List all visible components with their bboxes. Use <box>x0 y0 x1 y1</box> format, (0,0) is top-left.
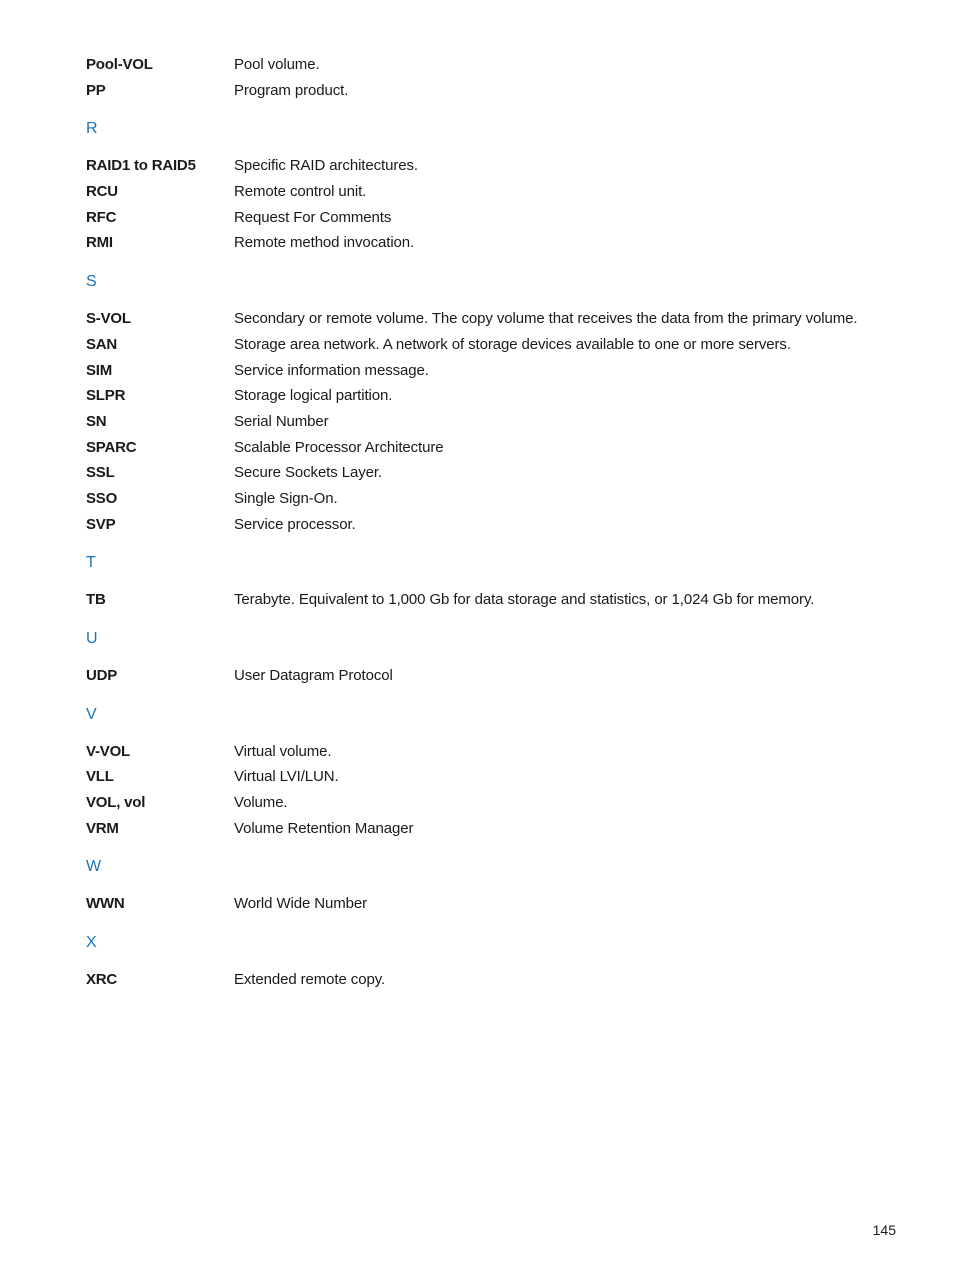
glossary-entry <box>86 153 906 179</box>
section-letter-heading: V <box>86 705 97 723</box>
glossary-definition: Volume. <box>234 794 288 812</box>
glossary-entry <box>86 967 906 993</box>
glossary-term: RFC <box>86 208 117 226</box>
glossary-definition: Virtual LVI/LUN. <box>234 768 339 786</box>
section-letter-heading: U <box>86 630 98 647</box>
glossary-entry <box>86 460 906 486</box>
glossary-definition: Secondary or remote volume. The copy volume that receives the data from the primary volume. <box>234 310 858 328</box>
glossary-entry <box>86 816 906 842</box>
glossary-term: WWN <box>86 895 125 913</box>
page-number: 145 <box>872 1222 896 1238</box>
glossary-entry <box>86 587 906 613</box>
glossary-term: SPARC <box>86 438 137 456</box>
glossary-entry <box>86 512 906 538</box>
glossary-term: SLPR <box>86 387 126 405</box>
glossary-term: SN <box>86 412 107 430</box>
glossary-term: Pool-VOL <box>86 56 153 73</box>
glossary-term: SSL <box>86 464 115 482</box>
glossary-definition: Pool volume. <box>234 56 320 73</box>
glossary-definition: Service information message. <box>234 361 429 379</box>
glossary-term: RAID1 to RAID5 <box>86 157 196 175</box>
glossary-definition: Specific RAID architectures. <box>234 157 418 175</box>
section-letter-heading: S <box>86 273 97 291</box>
glossary-definition: Scalable Processor Architecture <box>234 438 444 456</box>
glossary-entry <box>86 435 906 461</box>
glossary-term: V-VOL <box>86 742 131 760</box>
section-letter-heading: W <box>86 858 102 876</box>
glossary-entry <box>86 306 906 332</box>
glossary-term: RMI <box>86 234 113 252</box>
glossary-entry <box>86 663 906 689</box>
glossary-term: PP <box>86 81 106 99</box>
glossary-section-x <box>86 933 906 993</box>
glossary-entry <box>86 332 906 358</box>
section-letter-heading: T <box>86 554 96 572</box>
glossary-entry <box>86 409 906 435</box>
glossary-definition: Storage logical partition. <box>234 387 393 405</box>
glossary-term: UDP <box>86 667 118 684</box>
glossary-entry <box>86 52 906 78</box>
glossary-definition: Extended remote copy. <box>234 971 386 989</box>
glossary-section-w <box>86 857 906 917</box>
glossary-definition: Program product. <box>234 81 349 99</box>
section-letter-heading: R <box>86 120 98 138</box>
glossary-term: TB <box>86 591 106 609</box>
glossary-section-v <box>86 705 906 842</box>
glossary-section-s <box>86 272 906 537</box>
glossary-entry <box>86 179 906 205</box>
glossary-term: SAN <box>86 335 118 353</box>
glossary-section-r <box>86 119 906 256</box>
glossary-entry <box>86 764 906 790</box>
glossary-term: VLL <box>86 768 114 786</box>
glossary-entry <box>86 230 906 256</box>
glossary-definition: Storage area network. A network of storage devices available to one or more servers. <box>234 335 791 353</box>
glossary-definition: Terabyte. Equivalent to 1,000 Gb for data storage and statistics, or 1,024 Gb for memory. <box>234 591 815 609</box>
glossary-term: SVP <box>86 515 116 533</box>
glossary-definition: Remote method invocation. <box>234 234 415 252</box>
glossary-term: VRM <box>86 819 119 837</box>
glossary-entry <box>86 739 906 765</box>
glossary-entry <box>86 790 906 816</box>
glossary-section-t <box>86 553 906 613</box>
glossary-definition: User Datagram Protocol <box>234 667 393 684</box>
glossary-term: S-VOL <box>86 310 131 328</box>
glossary-entry <box>86 78 906 104</box>
glossary-definition: World Wide Number <box>234 895 368 913</box>
glossary-definition: Single Sign-On. <box>234 489 338 507</box>
glossary-definition: Request For Comments <box>234 208 392 226</box>
glossary-section-u <box>86 629 906 689</box>
glossary-intro-group <box>86 52 906 103</box>
glossary-definition: Volume Retention Manager <box>234 819 414 837</box>
glossary-entry <box>86 486 906 512</box>
section-letter-heading: X <box>86 934 97 952</box>
glossary-entry <box>86 358 906 384</box>
glossary-page <box>86 52 906 993</box>
glossary-definition: Secure Sockets Layer. <box>234 464 382 482</box>
glossary-definition: Remote control unit. <box>234 183 367 201</box>
glossary-term: SSO <box>86 489 118 507</box>
glossary-definition: Service processor. <box>234 515 356 533</box>
glossary-definition: Serial Number <box>234 412 329 430</box>
glossary-entry <box>86 891 906 917</box>
glossary-entry <box>86 205 906 231</box>
glossary-entry <box>86 383 906 409</box>
glossary-definition: Virtual volume. <box>234 742 332 760</box>
glossary-term: VOL, vol <box>86 794 146 812</box>
glossary-term: XRC <box>86 971 118 989</box>
glossary-term: SIM <box>86 361 113 379</box>
glossary-term: RCU <box>86 183 118 201</box>
